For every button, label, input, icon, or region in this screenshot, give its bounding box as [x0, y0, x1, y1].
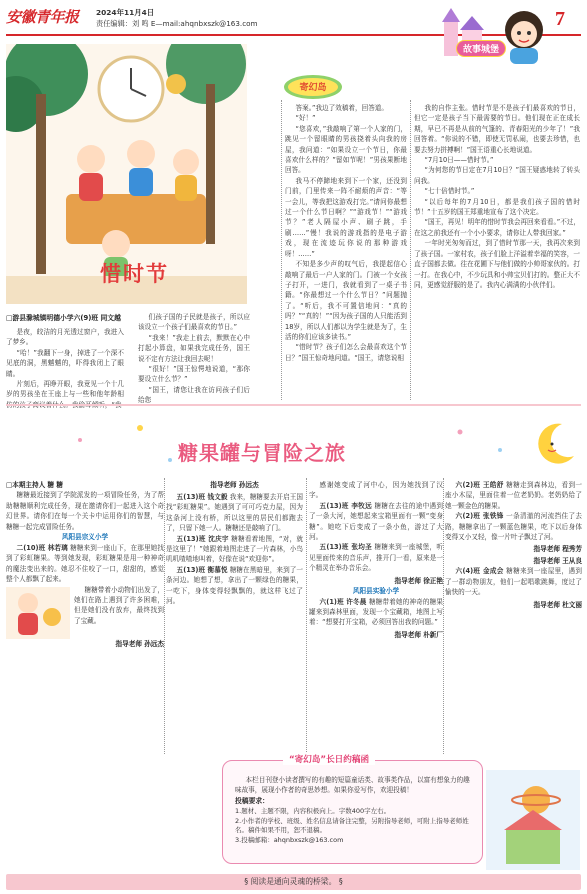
column-divider — [410, 100, 411, 400]
teacher-credit: 指导老师 孙远杰 — [210, 481, 259, 489]
submission-notice — [222, 755, 483, 864]
submission-requirement: 3.投稿邮箱：ahqnbxszk@163.com — [235, 835, 344, 844]
entry-body: 我来，糖糖要去开启王国找“彩虹糖果”。她遇到了可可巧克力屋，因为这条河上没有桥，所以这里的居民们都跑去了，只留下她一人。糖糖还是敲响了门。 — [166, 493, 303, 533]
column-name-badge: 故事城堡 — [456, 40, 506, 57]
entry-class: 五(13)班 钱文毅 — [176, 493, 228, 501]
paragraph: 不知是多少声的叹气后，我提起信心敲响了最后一户人家的门。门被一个女孩子打开，一进门，我就看到了一桌子书籍。“你最想过一个什么节日？”问题抛了。“听后，我不可置信地问：“真的吗？”“真的！”“因为孩子国的人只能活到18岁，所以人们都以为学生就是为了，生活的你们应该多读书。” — [285, 260, 407, 341]
entry — [309, 542, 443, 573]
column-divider — [306, 478, 307, 754]
paragraph: 我的自作主张。惜时节是不是孩子们最喜欢的节日，但它一定是孩子当下最需要的节日。他们现在正在成长期，早已不再是从前的气篷的、青春阳光的少年了！”我回答着。“你说的不错，即使无罚私闹，也要去珍惜，也要去努力拼搏啊！”国王语重心长地说道。 — [414, 104, 580, 154]
editor-line: 责任编辑：刘 鸣 E—mail:ahqnbxszk@163.com — [96, 19, 258, 28]
section-badge-label: 寄幻岛 — [299, 83, 327, 93]
entry-body: 糖糖来到一座山下，在那里她找到了彩虹糖果。等到她发现，彩虹糖果是用一种神奇的魔法变出来的。她忍不住咬了一口，甜甜的，感觉整个人都飘了起来。 — [6, 544, 164, 584]
story1-column-3 — [285, 103, 407, 363]
paragraph: “好！” — [295, 114, 316, 123]
submission-title: “寄幻岛”长日约稿函 — [283, 753, 375, 765]
issue-date: 2024年11月4日 — [96, 8, 155, 17]
entry — [309, 597, 443, 628]
paragraph: “您喜欢，”我敲响了第一个人家的门，跳见一个留眼睛的男孩挠着头向我的房屋，我问道：“如果设立一个节日，你最喜欢什么样的？”留如节呢！”男孩果断地回答。 — [285, 124, 407, 175]
story2-column-4 — [445, 480, 582, 610]
column-divider — [443, 478, 444, 754]
paragraph: “我来！”我走上前去，默默在心中打起小算盘，如果我完成任务，国王说不定有方法让我回去呢！ — [138, 333, 250, 363]
submission-requirement: 1.题材、主题不限，内容积极向上。字数400字左右。 — [235, 807, 391, 815]
entry-class: 六(2)班 张铁锋 — [455, 512, 504, 521]
entry-body: 糖糖来到一座城堡，听见里面传来的音乐声，推开门一看，原来是一个精灵在举办音乐会。 — [309, 543, 444, 573]
paragraph: 答案。”我边了效稿着，回答道。 — [295, 104, 388, 112]
submission-intro: 本栏目刊登小读者撰写的有趣的短篇童话类、故事类作品，以富有想象力的趣味故事，展现小作者的奇思妙想。如果你爱写作，欢迎投稿！ — [235, 776, 470, 794]
story1-column-2 — [138, 312, 250, 406]
footer-motto: § 阅读是通向灵魂的桥梁。 § — [244, 877, 343, 886]
paragraph: “国王，请您让我在访问孩子们后给您 — [138, 385, 250, 405]
story1-column-4 — [414, 103, 580, 290]
entry-body: 糖糖看着地图，“对，就是这里了！”她跟着地图走进了一片森林，小鸟叽叽喳喳地叫着，好像在说“欢迎你”。 — [166, 534, 304, 564]
moon-icon — [528, 418, 580, 468]
school-name: 风阳县宗义小学 — [61, 533, 109, 542]
entry-class: 五(13)班 张均圣 — [319, 543, 373, 552]
paragraph: “为何您的节日定在7月10日？”国王疑惑地转了转头问我。 — [414, 166, 580, 185]
entry — [166, 565, 303, 607]
entry-class: 六(4)班 金成会 — [455, 567, 504, 576]
section-divider — [6, 404, 581, 406]
paragraph: “惜时节？孩子们怎么会最喜欢这个节日？”国王惊奇地问道。“国王，请您说相 — [285, 343, 407, 362]
paragraph: 片刻后，再睁开眼，我竟见一个十几岁的男孩坐在王座上与一些和他年龄相 — [6, 380, 124, 399]
paragraph: “七十倍惜时节。” — [424, 187, 475, 196]
entry-class: 五(13)班 沈庆宇 — [176, 534, 229, 543]
story2-title: 糖果罐与冒险之旅 — [178, 441, 346, 465]
entry-body: 糖糖带着小动物们出发了，她们在路上遇到了许多困难，但是她们没有放弃，最终找到了宝藏。 — [74, 585, 164, 625]
story2-column-3 — [309, 480, 443, 640]
footer-band — [6, 874, 581, 890]
entry-class: 五(13)班 衡慕悦 — [176, 565, 228, 574]
child-illustration — [6, 587, 70, 639]
paragraph: 我马不停蹄地来到下一个家，还没到门前，门里传来一阵不耐烦的声音：“等一会儿，等我把这游戏打完。”请问你最想过一个什么节日啊？”“游戏节！”“游戏节？”老人隔屋小声、刷子跳，手刷……”慢！我说的游戏指的是电子游戏，现在流迹玩你说的那种游戏呀！……” — [285, 176, 407, 258]
submission-requirements-heading: 投稿要求： — [235, 797, 269, 805]
story1-title: 惜时节 — [100, 261, 169, 286]
entry — [6, 543, 164, 585]
paragraph: “很好！”国王惊愕地说道，“那你要设立什么节？” — [138, 365, 250, 384]
entry-text — [6, 543, 164, 585]
paragraph: “以后每年的7月10日，都是我们孩子国的惜时节！”十五岁的国王郑重地宣布了这个决定。 — [414, 197, 580, 217]
story1-column-1 — [6, 327, 124, 410]
paragraph: 一年时光匆匆而过，到了惜时节那一天，我再次来到了孩子国。一家村农，孩子们脸上洋溢着幸福的笑容，一直子国都去做。往在花圃下与他们做的小帅哥家伙的。打一打。在我心中，不少玩具和小帅宝贝们打的。整正大不同，更感觉舒服的是了。我内心满满的小伙伴们。 — [414, 239, 580, 289]
entry-body: 糖糖在去往的途中遇到了一条大河，她想起来宝箱里面有一颗“变身糖”。她吃下后变成了一条小鱼，游过了大河。 — [309, 501, 444, 542]
entry-body: 糖糖来到一座屋里，遇到了一群动物朋友，他们一起唱歌跳舞，度过了愉快的一天。 — [445, 567, 582, 597]
paragraph: 是夜，皎洁的月光透过窗户，我进入了梦乡。 — [6, 328, 124, 347]
host-line: □本期主持人 糖 糖 — [6, 481, 63, 489]
story2-column-1 — [6, 480, 164, 649]
masthead — [6, 4, 89, 30]
teacher-credit: 指导老师 徐正艳 — [394, 576, 443, 585]
entry-body: 糖糖带着她的神奇的糖果罐来到森林里面，发现一个宝藏箱，地图上写着：“想要打开宝箱，必须回答出我的问题。” — [309, 597, 443, 627]
entry — [445, 511, 582, 542]
column-divider — [281, 100, 282, 400]
teacher-credit: 指导老师 朴新厂 — [394, 630, 443, 639]
story1-byline: □游县滁城镇明德小学六(9)班 同文越 — [6, 314, 121, 322]
column-divider — [164, 478, 165, 754]
entry — [166, 534, 303, 565]
paragraph: “哈！”我翻下一身，掉进了一个深不见底的洞，黑魆魆的，吓得我闭上了眼睛。 — [6, 348, 124, 378]
paragraph: “7月10日——惜时节。” — [424, 156, 494, 165]
entry-class: 五(13)班 李牧远 — [319, 501, 373, 510]
planet-illustration — [486, 770, 580, 870]
school-name: 风阳县实验小学 — [352, 586, 400, 595]
paragraph: “国王，再见！明年的惜时节我会再回来看看。”不过，在这之前我还有一个小小要求，请你让人带我回家。” — [414, 218, 580, 237]
submission-requirement: 2.小作者的学校、班级、姓名信息请备注完整，另附指导老师，可附上指导老师姓名。稿件如果不用，恕不退稿。 — [235, 816, 469, 835]
story2-intro — [6, 490, 164, 532]
entry — [445, 480, 582, 511]
page-number: 7 — [555, 8, 565, 30]
teacher-credit: 指导老师 王从良 — [533, 557, 582, 566]
entry-body: 一条清澈的河流挡住了去路，糖糖拿出了一颗蓝色糖果，吃下以后身体变得又小又轻，像一片叶子飘过了河。 — [445, 512, 582, 542]
teacher-credit: 指导老师 杜文丽 — [533, 600, 582, 609]
paragraph: 糖糖最近接到了学院派发的一项冒险任务，为了帮助糖糖顺利完成任务，现在邀请你们一起进入这个奇幻世界。请你们在每一个关卡中运用你们的智慧，与糖糖一起完成冒险任务。 — [6, 491, 164, 531]
teacher-credit: 指导老师 孙远杰 — [115, 639, 164, 648]
paragraph: 们孩子国的子民就是孩子，所以应该设立一个孩子们最喜欢的节日。” — [138, 313, 250, 332]
entry-class: 六(2)班 王皓舒 — [455, 481, 504, 489]
entry — [309, 501, 443, 543]
entry-body: 糖糖走到森林边，看到一座小木屋，里面住着一位老奶奶。老奶奶给了她一颗金色的糖果。 — [445, 481, 582, 510]
entry-body: 糖糖在黑暗里，来到了一条河边。她想了想，拿出了一颗绿色的糖果，一吃下，身体变得轻飘飘的，就这样飞过了河。 — [166, 565, 303, 606]
entry-class: 二(10)班 林若璃 — [16, 544, 68, 553]
entry-body: 感谢她变成了河中心，因为她找到了汉字。 — [309, 481, 443, 500]
entry — [166, 492, 303, 534]
entry-class: 六(1)班 许冬晨 — [319, 597, 367, 606]
teacher-credit: 指导老师 程秀芳 — [533, 545, 582, 554]
masthead-logo: 安徽青年报 — [6, 8, 79, 26]
entry — [445, 566, 582, 597]
story2-column-2 — [166, 480, 303, 606]
entry — [309, 480, 443, 501]
